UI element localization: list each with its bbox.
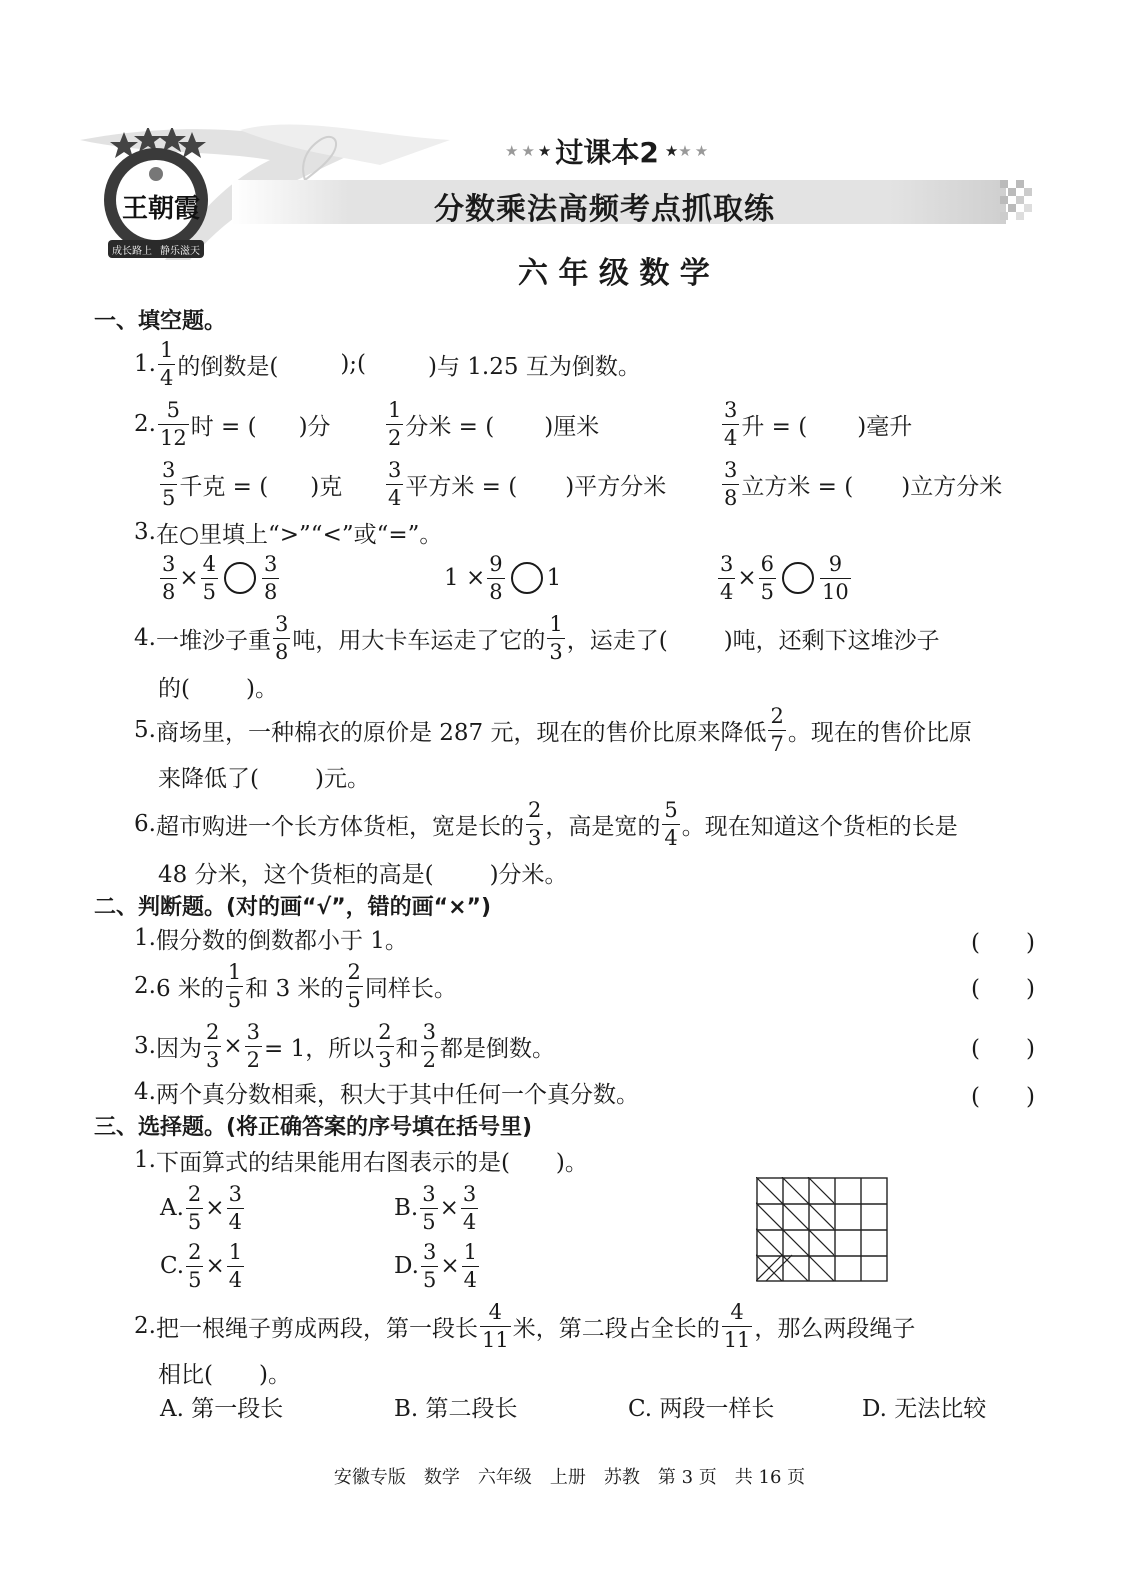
question-number: 2. — [134, 411, 156, 437]
compare-circle[interactable] — [511, 562, 543, 594]
logo — [100, 128, 212, 260]
answer-paren[interactable]: ( ) — [971, 1084, 1035, 1110]
option-a[interactable]: A. $\frac{2}{5}$ × $\frac{3}{4}$ — [160, 1181, 242, 1234]
option-b[interactable]: B. 第二段长 — [394, 1396, 518, 1422]
question-2-3: 3. 因为 $\frac{2}{3}$ × $\frac{3}{2}$ = 1，所以 $\frac{2}{3}$ 和 $\frac{3}{2}$ 都是倒数。 — [134, 1019, 555, 1072]
section-1-title: 一、填空题。 — [94, 309, 227, 334]
compare-circle[interactable] — [782, 562, 814, 594]
page-footer: 安徽专版 数学 六年级 上册 苏教 第 3 页 共 16 页 — [333, 1467, 806, 1488]
option-a[interactable]: A. 第一段长 — [160, 1396, 284, 1422]
logo-sub-right: 静乐滋天 — [160, 246, 200, 257]
question-1-3: 3. 在○里填上“>”“<”或“=”。 — [134, 519, 443, 548]
section-3-title: 三、选择题。(将正确答案的序号填在括号里) — [94, 1115, 533, 1140]
section-2-title: 二、判断题。(对的画“√”，错的画“×”) — [94, 895, 492, 920]
option-c[interactable]: C. 两段一样长 — [628, 1396, 775, 1422]
option-d[interactable]: D. $\frac{3}{5}$ × $\frac{1}{4}$ — [394, 1239, 477, 1292]
question-number: 1. — [134, 351, 156, 377]
star-icon: ★ — [537, 142, 552, 160]
question-1-5: 5. 商场里，一种棉衣的原价是 287 元，现在的售价比原来降低 $\frac{2}{7}$ 。现在的售价比原 — [134, 703, 972, 756]
question-2-4: 4. 两个真分数相乘，积大于其中任何一个真分数。 — [134, 1079, 639, 1108]
question-3-2: 2. 把一根绳子剪成两段，第一段长 $\frac{4}{11}$ 米，第二段占全长的 $\frac{4}{11}$ ，那么两段绳子 — [134, 1299, 916, 1352]
answer-paren[interactable]: ( ) — [971, 930, 1035, 956]
question-3-1: 1. 下面算式的结果能用右图表示的是( )。 — [134, 1147, 588, 1176]
option-c[interactable]: C. $\frac{2}{5}$ × $\frac{1}{4}$ — [160, 1239, 243, 1292]
question-1-2: 2. $\frac{5}{12}$ 时 = ( )分 — [134, 397, 331, 450]
logo-sub-left: 成长路上 — [112, 246, 152, 257]
compare-circle[interactable] — [224, 562, 256, 594]
question-2-1: 1. 假分数的倒数都小于 1。 — [134, 925, 408, 954]
question-1-1: 1. $\frac{1}{4}$ 的倒数是( );( )与 1.25 互为倒数。 — [134, 337, 641, 390]
grid-figure — [756, 1177, 890, 1283]
star-icon: ★ — [664, 142, 679, 160]
option-d[interactable]: D. 无法比较 — [862, 1396, 987, 1422]
series-line — [505, 134, 711, 168]
question-2-2: 2. 6 米的 $\frac{1}{5}$ 和 3 米的 $\frac{2}{5}$ 同样长。 — [134, 959, 457, 1012]
star-icon: ★★ — [678, 142, 712, 160]
question-1-4: 4. 一堆沙子重 $\frac{3}{8}$ 吨，用大卡车运走了它的 $\frac{1}{3}$ ，运走了( )吨，还剩下这堆沙子 — [134, 611, 940, 664]
page-title: 六 年 级 数 学 — [518, 256, 710, 291]
answer-paren[interactable]: ( ) — [971, 1036, 1035, 1062]
banner-title: 分数乘法高频考点抓取练 — [434, 192, 775, 227]
fraction: $\frac{1}{4}$ — [159, 337, 174, 390]
question-1-6: 6. 超市购进一个长方体货柜，宽是长的 $\frac{2}{3}$ ，高是宽的 $\frac{5}{4}$ 。现在知道这个货柜的长是 — [134, 797, 958, 850]
series-title: 过课本2 — [555, 136, 659, 169]
checker-decoration — [1000, 180, 1036, 224]
option-b[interactable]: B. $\frac{3}{5}$ × $\frac{3}{4}$ — [394, 1181, 477, 1234]
star-icon: ★★ — [505, 142, 538, 160]
answer-paren[interactable]: ( ) — [971, 976, 1035, 1002]
logo-name: 王朝霞 — [122, 194, 201, 224]
